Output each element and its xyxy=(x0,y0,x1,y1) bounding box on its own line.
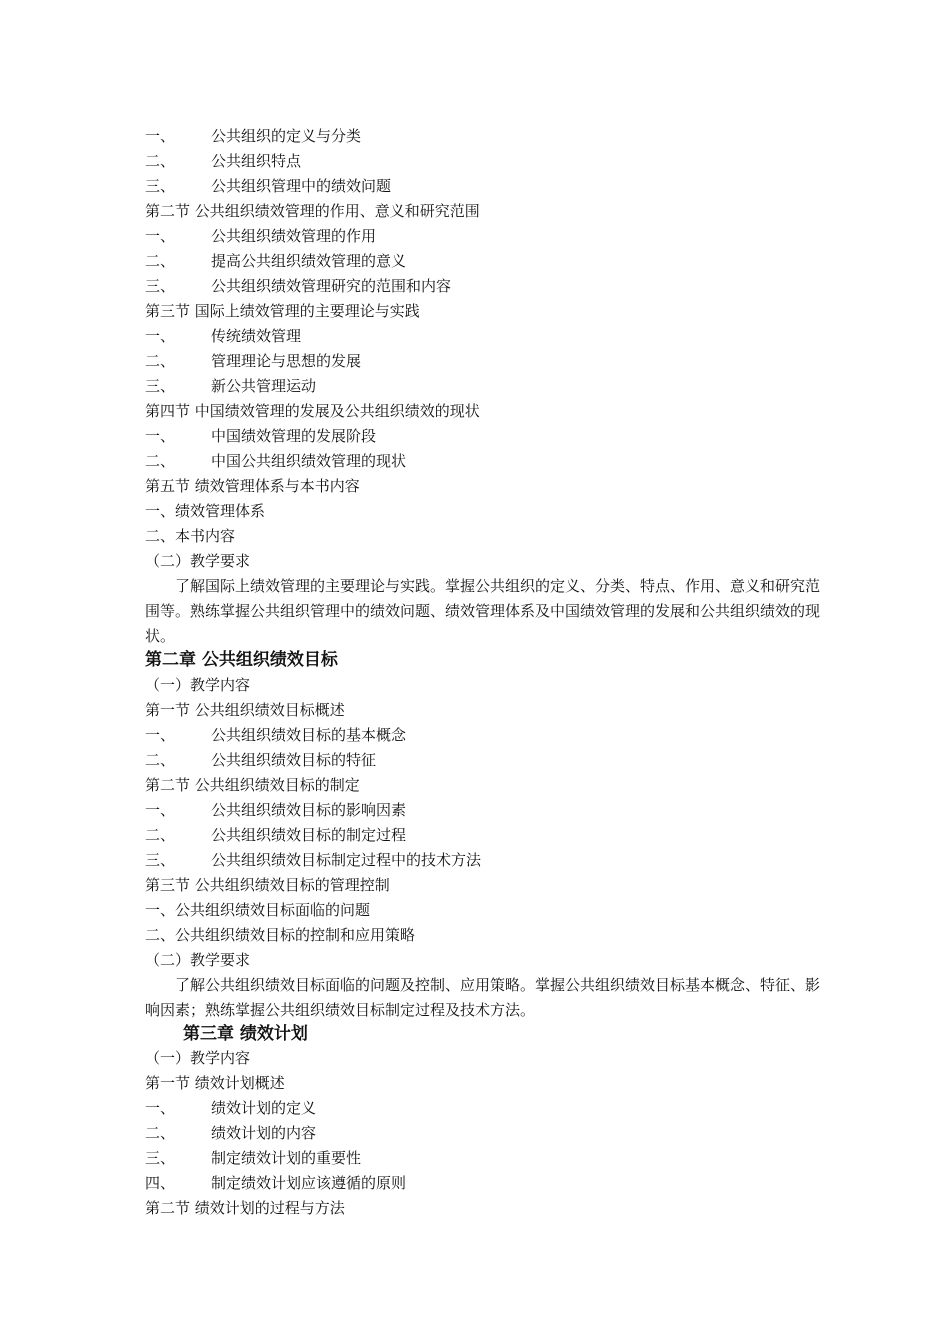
item-text: 制定绩效计划应该遵循的原则 xyxy=(211,1174,407,1192)
list-item xyxy=(145,426,376,446)
item-text: 传统绩效管理 xyxy=(211,327,302,345)
list-item xyxy=(145,1173,406,1193)
item-text: 绩效计划的内容 xyxy=(211,1124,317,1142)
item-number: 一、 xyxy=(145,801,176,819)
item-text: 公共组织绩效目标的特征 xyxy=(211,751,377,769)
item-number: 三、 xyxy=(145,377,176,395)
item-number: 一、 xyxy=(145,427,176,445)
item-number: 二、 xyxy=(145,352,176,370)
item-number: 一、 xyxy=(145,227,176,245)
subsection-label: （一）教学内容 xyxy=(145,1049,251,1067)
item-text: 公共组织绩效目标的影响因素 xyxy=(211,801,407,819)
section-heading: 第一节 绩效计划概述 xyxy=(145,1074,285,1092)
list-item xyxy=(145,451,406,471)
item-text: 中国公共组织绩效管理的现状 xyxy=(211,452,407,470)
list-item xyxy=(145,251,406,271)
list-item xyxy=(145,226,376,246)
item-text: 公共组织特点 xyxy=(211,152,302,170)
item-text: 提高公共组织绩效管理的意义 xyxy=(211,252,407,270)
section-heading: 第二节 公共组织绩效管理的作用、意义和研究范围 xyxy=(145,202,480,220)
section-heading: 第三节 公共组织绩效目标的管理控制 xyxy=(145,876,390,894)
section-heading: 第一节 公共组织绩效目标概述 xyxy=(145,701,345,719)
paragraph xyxy=(145,574,825,649)
list-item xyxy=(145,376,316,396)
item-number: 二、 xyxy=(145,152,176,170)
item-number: 三、 xyxy=(145,277,176,295)
subsection-label: （二）教学要求 xyxy=(145,951,251,969)
item-number: 三、 xyxy=(145,177,176,195)
item-number: 二、 xyxy=(145,826,176,844)
list-item xyxy=(145,176,391,196)
chapter-heading: 第二章 公共组织绩效目标 xyxy=(145,650,338,670)
list-item xyxy=(145,850,481,870)
list-item: 一、绩效管理体系 xyxy=(145,502,266,520)
item-number: 三、 xyxy=(145,1149,176,1167)
item-number: 四、 xyxy=(145,1174,176,1192)
list-item xyxy=(145,151,301,171)
item-number: 二、 xyxy=(145,751,176,769)
item-text: 公共组织绩效管理的作用 xyxy=(211,227,377,245)
item-text: 公共组织绩效目标的制定过程 xyxy=(211,826,407,844)
list-item xyxy=(145,1148,361,1168)
list-item xyxy=(145,800,406,820)
list-item xyxy=(145,276,451,296)
item-number: 一、 xyxy=(145,1099,176,1117)
list-item xyxy=(145,326,301,346)
list-item xyxy=(145,750,376,770)
item-text: 公共组织绩效目标制定过程中的技术方法 xyxy=(211,851,482,869)
item-number: 二、 xyxy=(145,1124,176,1142)
list-item xyxy=(145,351,361,371)
item-number: 一、 xyxy=(145,327,176,345)
item-text: 新公共管理运动 xyxy=(211,377,317,395)
item-text: 公共组织绩效管理研究的范围和内容 xyxy=(211,277,452,295)
item-number: 一、 xyxy=(145,127,176,145)
paragraph-text: 了解国际上绩效管理的主要理论与实践。掌握公共组织的定义、分类、特点、作用、意义和研究范围等。熟练掌握公共组织管理中的绩效问题、绩效管理体系及中国绩效管理的发展和公共组织绩效的现状。 xyxy=(145,577,821,645)
item-number: 二、 xyxy=(145,452,176,470)
list-item: 一、公共组织绩效目标面临的问题 xyxy=(145,901,371,919)
item-text: 中国绩效管理的发展阶段 xyxy=(211,427,377,445)
section-heading: 第二节 公共组织绩效目标的制定 xyxy=(145,776,360,794)
item-number: 一、 xyxy=(145,726,176,744)
item-text: 管理理论与思想的发展 xyxy=(211,352,362,370)
list-item xyxy=(145,1098,316,1118)
item-text: 绩效计划的定义 xyxy=(211,1099,317,1117)
paragraph xyxy=(145,973,825,1023)
item-text: 公共组织管理中的绩效问题 xyxy=(211,177,392,195)
section-heading: 第二节 绩效计划的过程与方法 xyxy=(145,1199,345,1217)
list-item xyxy=(145,1123,316,1143)
item-number: 二、 xyxy=(145,252,176,270)
list-item: 二、公共组织绩效目标的控制和应用策略 xyxy=(145,926,416,944)
section-heading: 第五节 绩效管理体系与本书内容 xyxy=(145,477,360,495)
paragraph-text: 了解公共组织绩效目标面临的问题及控制、应用策略。掌握公共组织绩效目标基本概念、特征、影响因素；熟练掌握公共组织绩效目标制定过程及技术方法。 xyxy=(145,976,821,1019)
subsection-label: （一）教学内容 xyxy=(145,676,251,694)
item-number: 三、 xyxy=(145,851,176,869)
item-text: 公共组织绩效目标的基本概念 xyxy=(211,726,407,744)
section-heading: 第三节 国际上绩效管理的主要理论与实践 xyxy=(145,302,420,320)
list-item xyxy=(145,725,406,745)
subsection-label: （二）教学要求 xyxy=(145,552,251,570)
list-item xyxy=(145,825,406,845)
list-item xyxy=(145,126,361,146)
item-text: 制定绩效计划的重要性 xyxy=(211,1149,362,1167)
chapter-heading: 第三章 绩效计划 xyxy=(183,1024,308,1044)
section-heading: 第四节 中国绩效管理的发展及公共组织绩效的现状 xyxy=(145,402,480,420)
list-item: 二、本书内容 xyxy=(145,527,236,545)
item-text: 公共组织的定义与分类 xyxy=(211,127,362,145)
